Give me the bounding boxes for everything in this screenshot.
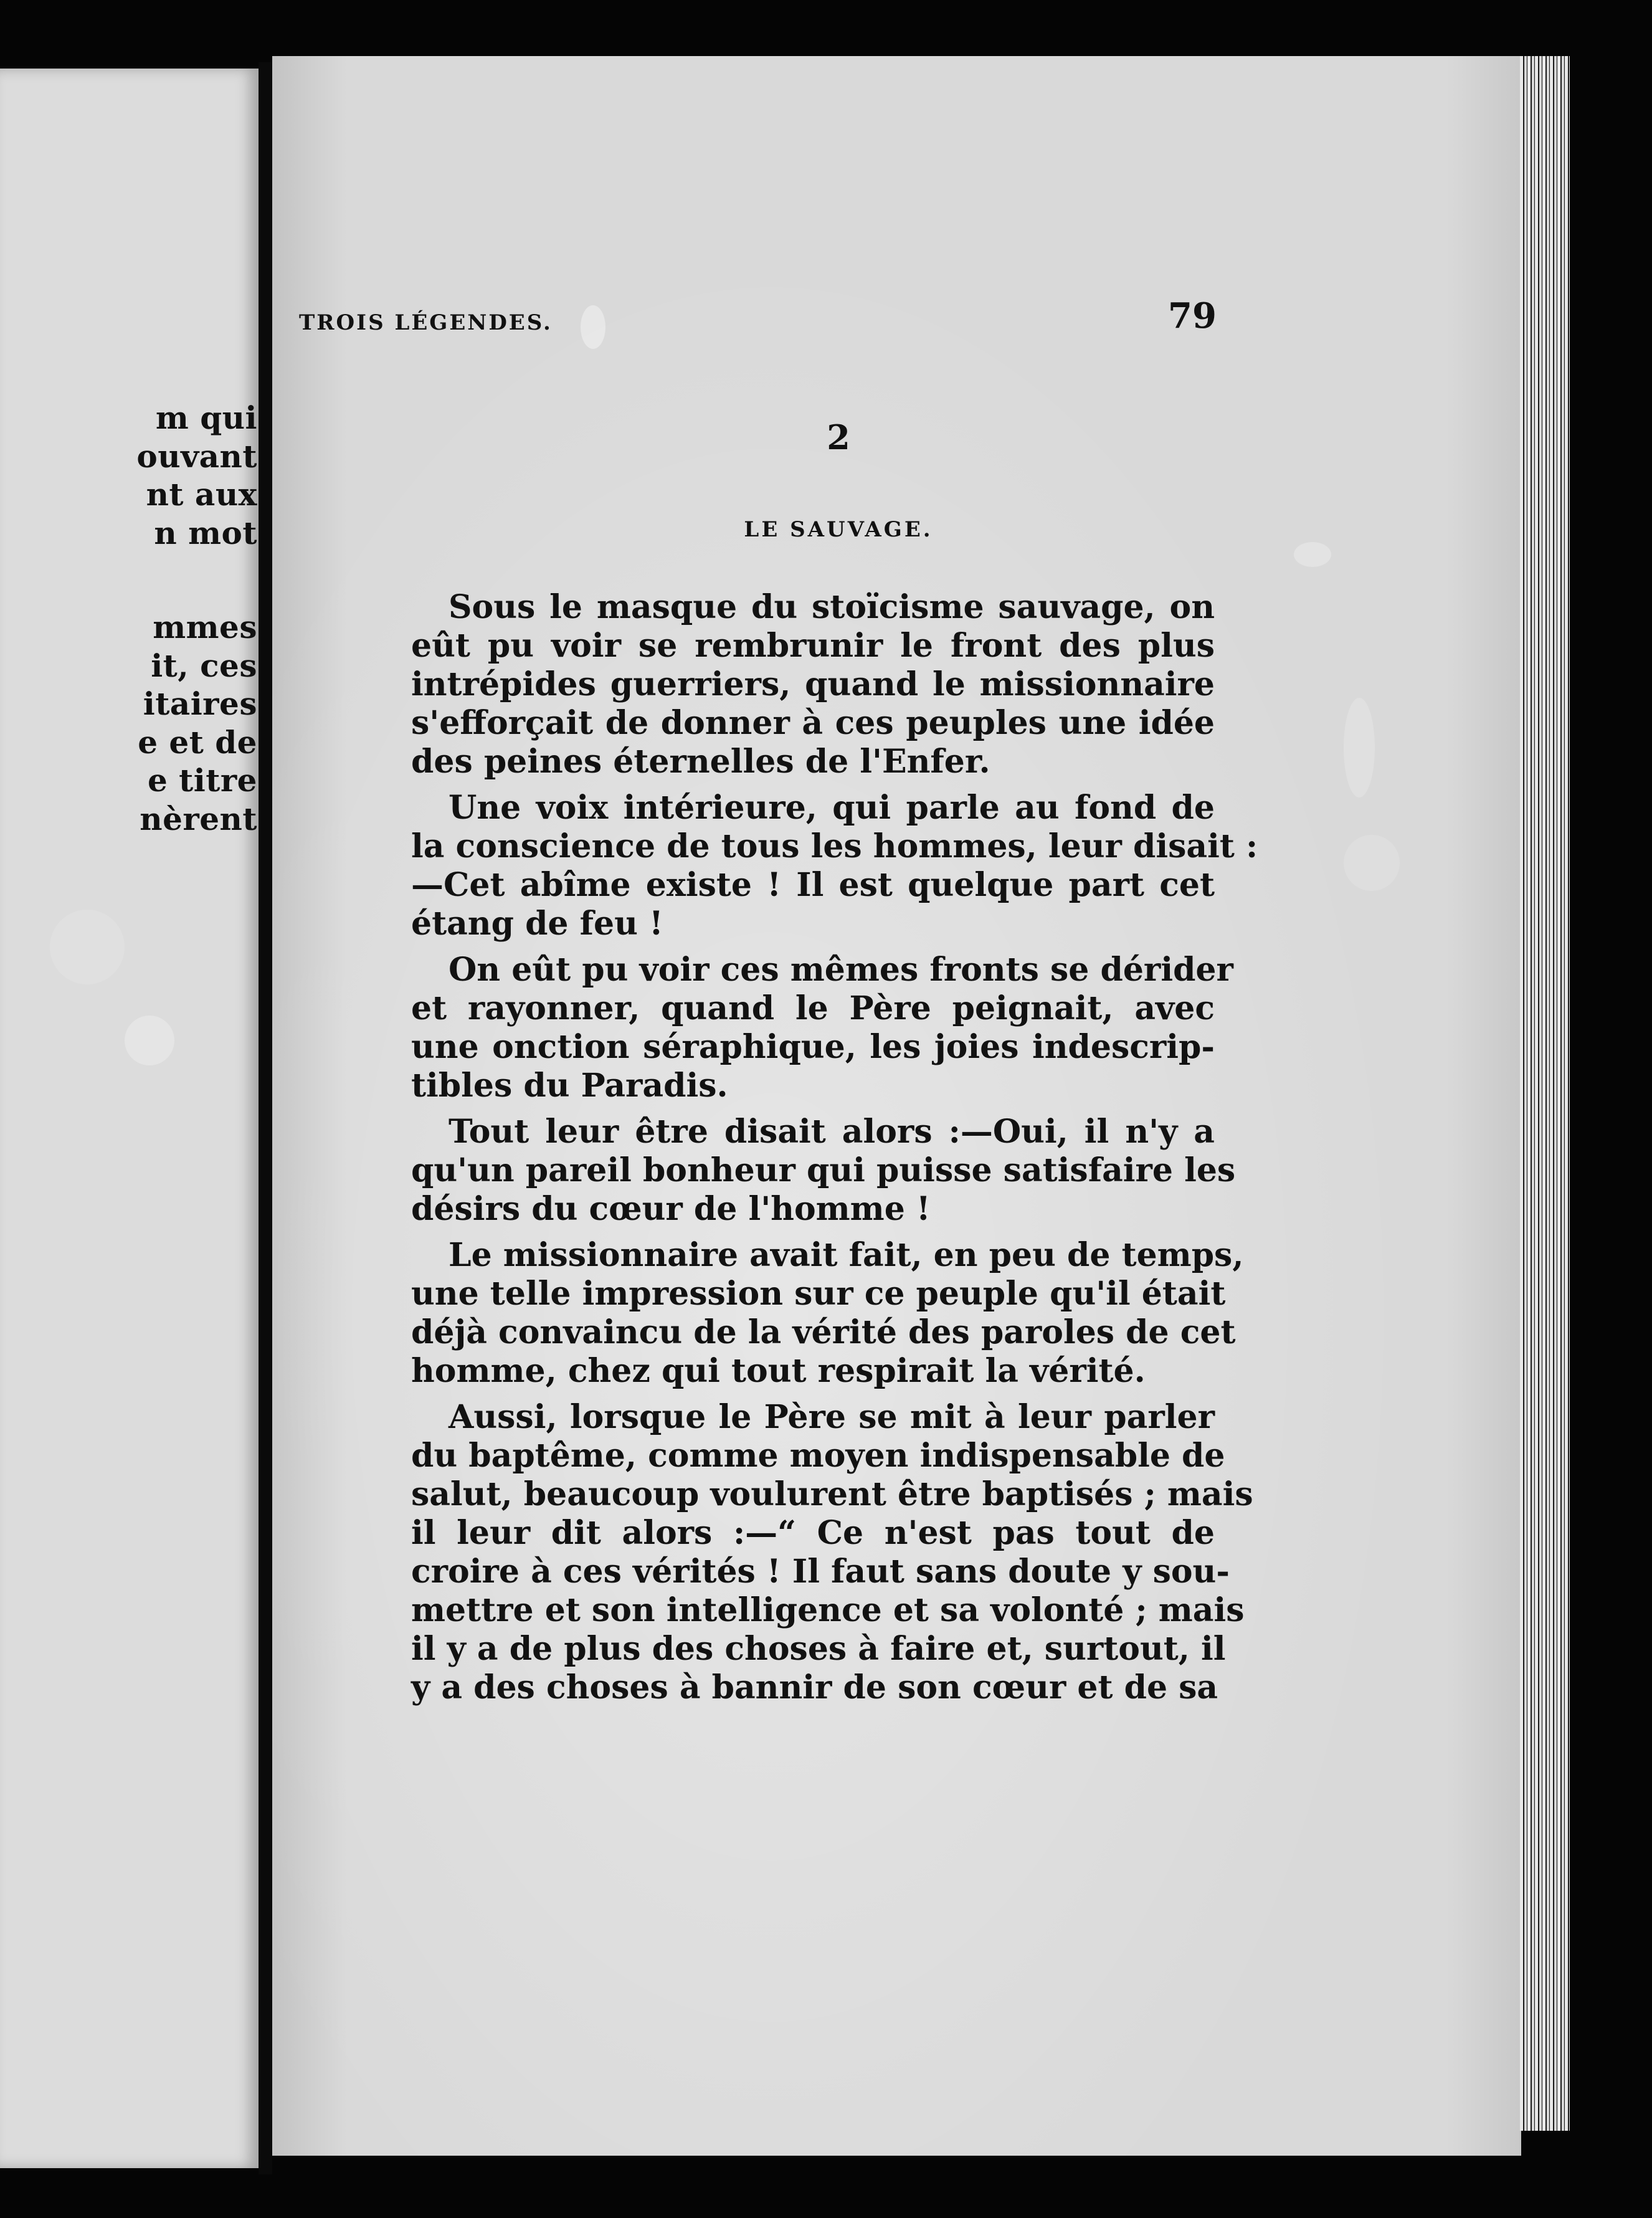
section-title [0,517,1652,542]
text-line: mettre et son intelligence et sa volonté ; mais [411,1591,1245,1629]
previous-page-fragment [0,69,259,2168]
scan-blemish [50,910,125,984]
text-line: homme, chez qui tout respirait la vérité. [411,1352,1146,1390]
text-line: désirs du cœur de l'homme ! [411,1190,931,1228]
text-line: il y a de plus des choses à faire et, surtout, il [411,1630,1226,1668]
running-title: TROIS LÉGENDES. [299,310,553,335]
text-line: Sous le masque du stoïcisme sauvage, on [449,588,1215,626]
page-number: 79 [1168,295,1217,336]
scan-blemish [1344,835,1400,891]
text-line: et rayonner, quand le Père peignait, avec [411,989,1215,1027]
fragment-line: itaires [143,685,257,722]
text-line: y a des choses à bannir de son cœur et de sa [411,1668,1218,1706]
fragment-line: nt aux [146,476,257,513]
text-line: Une voix intérieure, qui parle au fond de [449,789,1215,827]
section-number-text: 2 [827,417,850,457]
text-line: du baptême, comme moyen indispensable de [411,1437,1225,1475]
scan-blemish [125,1016,174,1065]
book-gutter [259,62,272,2174]
text-line: la conscience de tous les hommes, leur disait : [411,827,1258,865]
fragment-line: e et de [138,723,257,761]
text-line: une telle impression sur ce peuple qu'il était [411,1275,1226,1313]
text-line: tibles du Paradis. [411,1067,728,1105]
text-line: Le missionnaire avait fait, en peu de temps, [449,1236,1244,1274]
fragment-line [95,552,257,608]
fragment-line: nèrent [140,800,257,837]
text-line: étang de feu ! [411,905,663,943]
text-line: une onction séraphique, les joies indescrip- [411,1028,1215,1066]
page-stack-edges [1520,56,1570,2131]
fragment-line: it, ces [151,647,257,684]
text-line: déjà convaincu de la vérité des paroles de cet [411,1313,1236,1351]
previous-page-text [95,399,257,838]
fragment-line: e titre [147,762,257,799]
scan-blemish [581,305,605,349]
text-line: salut, beaucoup voulurent être baptisés ; mais [411,1475,1253,1513]
scan-blemish [1294,542,1331,567]
text-line: qu'un pareil bonheur qui puisse satisfaire les [411,1151,1236,1189]
section-title-text: LE SAUVAGE. [744,517,933,542]
text-line: eût pu voir se rembrunir le front des plus [411,627,1215,665]
text-line: s'efforçait de donner à ces peuples une idée [411,704,1215,742]
body-text [411,588,1258,1707]
scan-blemish [1344,698,1375,797]
fragment-line: m qui [155,399,257,436]
text-line: intrépides guerriers, quand le missionnaire [411,665,1215,703]
fragment-line: n mot [154,514,257,551]
fragment-line: ouvant [136,437,257,475]
text-line: Tout leur être disait alors :—Oui, il n'y a [449,1113,1215,1151]
text-line: Aussi, lorsque le Père se mit à leur parler [449,1398,1215,1436]
section-number [0,417,1652,457]
text-line: —Cet abîme existe ! Il est quelque part cet [411,866,1215,904]
text-line: croire à ces vérités ! Il faut sans doute y sou- [411,1553,1230,1591]
fragment-line: mmes [153,609,257,645]
text-line: des peines éternelles de l'Enfer. [411,743,990,781]
text-line: il leur dit alors :—“ Ce n'est pas tout de [411,1514,1215,1552]
text-line: On eût pu voir ces mêmes fronts se dérider [449,951,1233,989]
